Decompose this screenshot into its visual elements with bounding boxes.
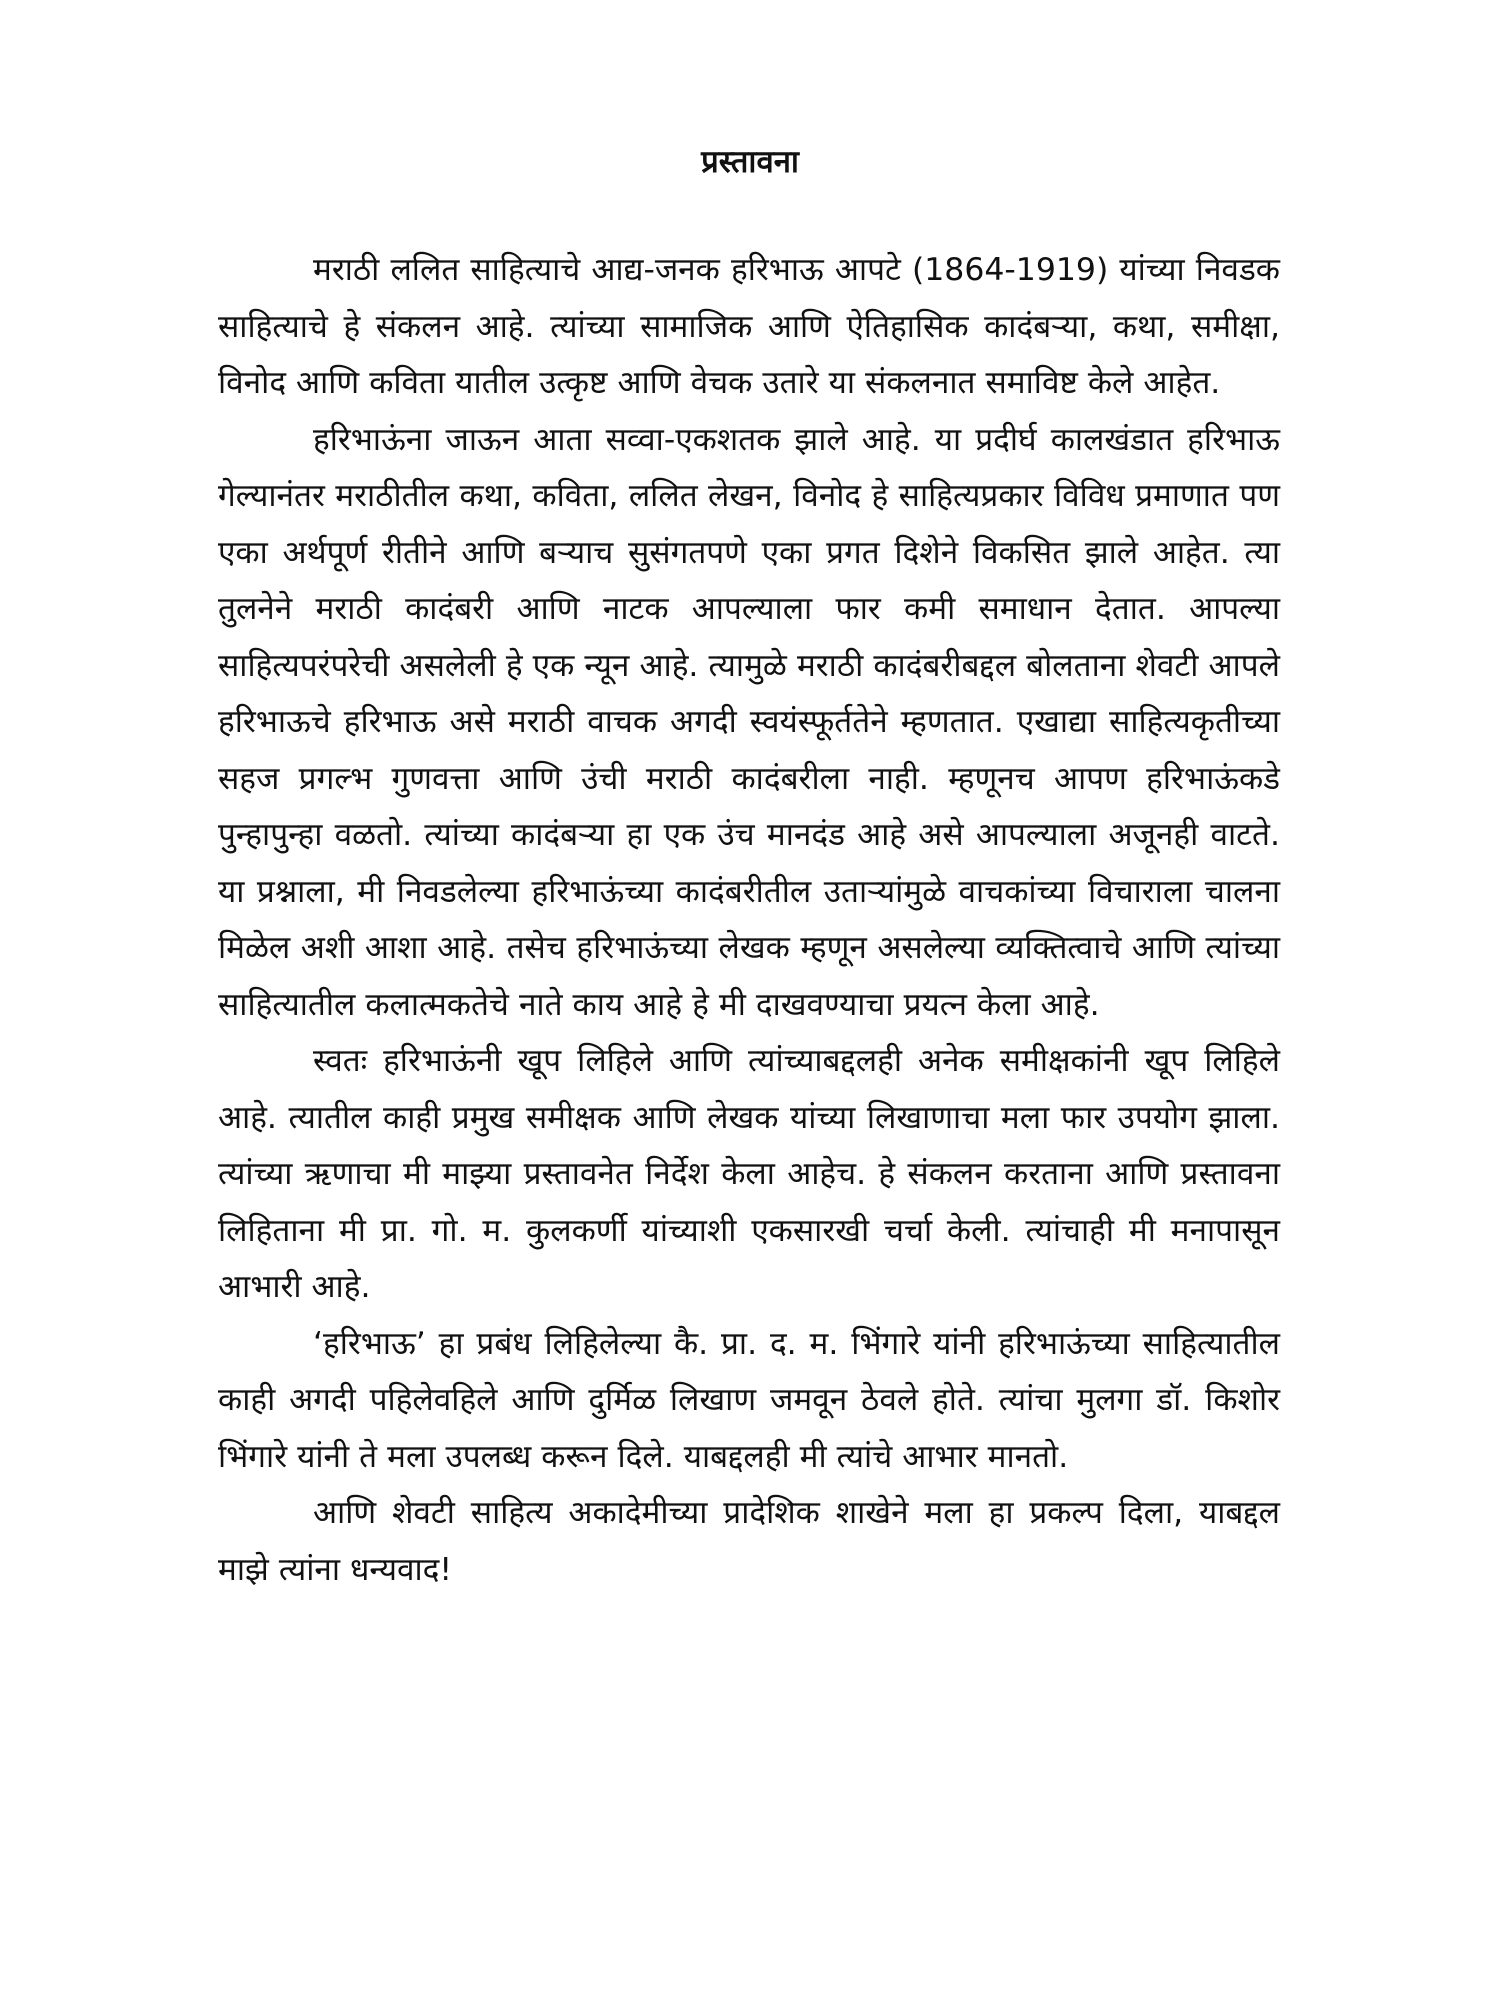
paragraph-intro: मराठी ललित साहित्याचे आद्य-जनक हरिभाऊ आपटे (1864-1919) यांच्या निवडक साहित्याचे हे संकलन आहे. त्यांच्या सामाजिक आणि ऐतिहासिक कादंबऱ्या, कथा, समीक्षा, विनोद आणि कविता यातील उत्कृष्ट आणि वेचक उतारे या संकलनात समाविष्ट केले आहेत.	[218, 252, 1280, 401]
page-title: प्रस्तावना	[701, 144, 799, 180]
paragraph-novel-tradition: हरिभाऊंना जाऊन आता सव्वा-एकशतक झाले आहे. या प्रदीर्घ कालखंडात हरिभाऊ गेल्यानंतर मराठीतील कथा, कविता, ललित लेखन, विनोद हे साहित्यप्रकार विविध प्रमाणात पण एका अर्थपूर्ण रीतीने आणि बऱ्याच सुसंगतपणे एका प्रगत दिशेने विकसित झाले आहेत. त्या तुलनेने मराठी कादंबरी आणि नाटक आपल्याला फार कमी समाधान देतात. आपल्या साहित्यपरंपरेची असलेली हे एक न्यून आहे. त्यामुळे मराठी कादंबरीबद्दल बोलताना शेवटी आपले हरिभाऊचे हरिभाऊ असे मराठी वाचक अगदी स्वयंस्फूर्ततेने म्हणतात. एखाद्या साहित्यकृतीच्या सहज प्रगल्भ गुणवत्ता आणि उंची मराठी कादंबरीला नाही. म्हणूनच आपण हरिभाऊंकडे पुन्हापुन्हा वळतो. त्यांच्या कादंबऱ्या हा एक उंच मानदंड आहे असे आपल्याला अजूनही वाटते. या प्रश्नाला, मी निवडलेल्या हरिभाऊंच्या कादंबरीतील उताऱ्यांमुळे वाचकांच्या विचाराला चालना मिळेल अशी आशा आहे. तसेच हरिभाऊंच्या लेखक म्हणून असलेल्या व्यक्तित्वाचे आणि त्यांच्या साहित्यातील कलात्मकतेचे नाते काय आहे हे मी दाखवण्याचा प्रयत्न केला आहे.	[218, 421, 1280, 1023]
paragraph-acknowledgement-critics: स्वतः हरिभाऊंनी खूप लिहिले आणि त्यांच्याबद्दलही अनेक समीक्षकांनी खूप लिहिले आहे. त्यातील काही प्रमुख समीक्षक आणि लेखक यांच्या लिखाणाचा मला फार उपयोग झाला. त्यांच्या ऋणाचा मी माझ्या प्रस्तावनेत निर्देश केला आहेच. हे संकलन करताना आणि प्रस्तावना लिहिताना मी प्रा. गो. म. कुलकर्णी यांच्याशी एकसारखी चर्चा केली. त्यांचाही मी मनापासून आभारी आहे.	[218, 1043, 1280, 1305]
paragraph-closing-thanks: आणि शेवटी साहित्य अकादेमीच्या प्रादेशिक शाखेने मला हा प्रकल्प दिला, याबद्दल माझे त्यांना धन्यवाद!	[218, 1495, 1280, 1588]
paragraph-acknowledgement-bhingare: ‘हरिभाऊ’ हा प्रबंध लिहिलेल्या कै. प्रा. द. म. भिंगारे यांनी हरिभाऊंच्या साहित्यातील काही अगदी पहिलेवहिले आणि दुर्मिळ लिखाण जमवून ठेवले होते. त्यांचा मुलगा डॉ. किशोर भिंगारे यांनी ते मला उपलब्ध करून दिले. याबद्दलही मी त्यांचे आभार मानतो.	[218, 1325, 1280, 1475]
preface-body	[218, 242, 1280, 1598]
